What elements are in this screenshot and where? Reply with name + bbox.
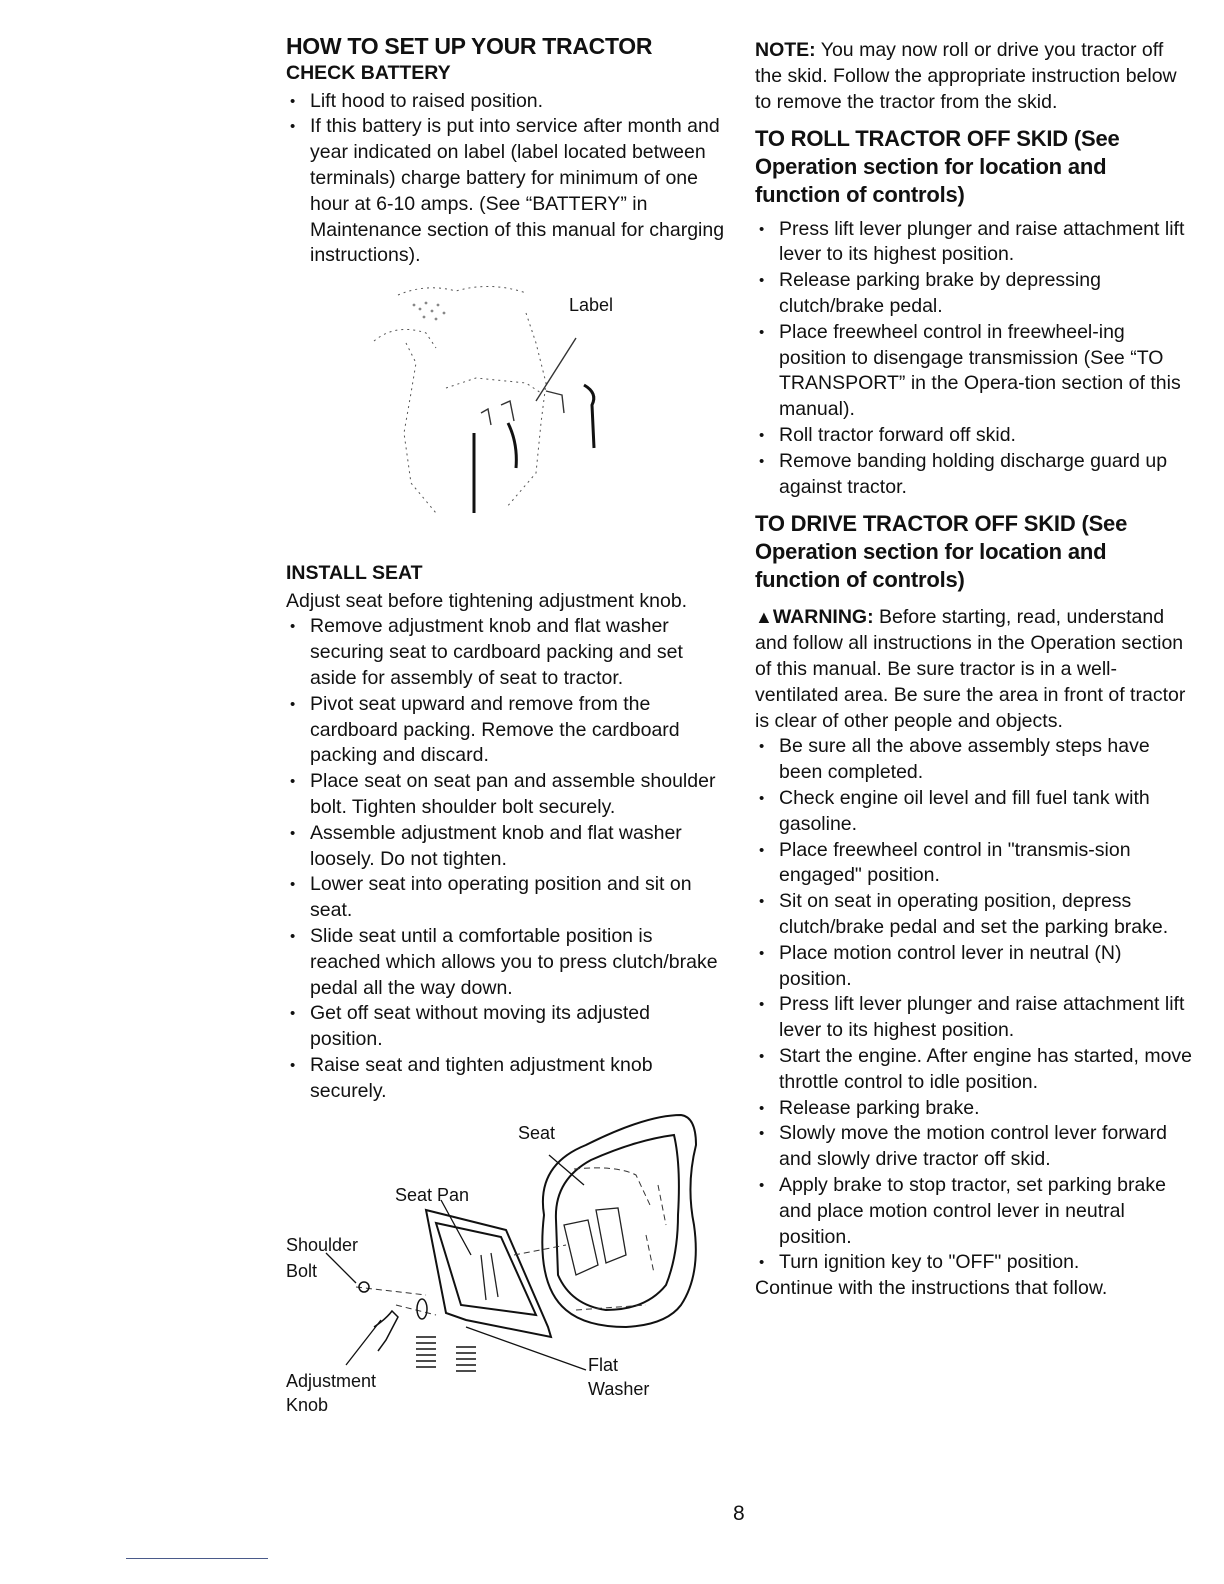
list-item: • Lift hood to raised position. [286, 89, 726, 115]
warning-icon: ▲ [755, 607, 773, 628]
seat-steps [286, 614, 726, 1104]
list-item: • Press lift lever plunger and raise attachment lift lever to its highest position. [755, 992, 1195, 1044]
footer-divider [126, 1558, 268, 1559]
list-item: • Check engine oil level and fill fuel tank with gasoline. [755, 786, 1195, 838]
battery-steps [286, 89, 726, 270]
list-item: • Get off seat without moving its adjusted position. [286, 1001, 726, 1053]
bolt-callout: Bolt [286, 1260, 318, 1281]
list-item: • Place freewheel control in "transmis-sion engaged" position. [755, 838, 1195, 890]
install-seat-intro: Adjust seat before tightening adjustment knob. [286, 589, 688, 612]
drive-tractor-heading: TO DRIVE TRACTOR OFF SKID (See Operation section for location and function of controls) [755, 511, 1128, 592]
roll-steps [755, 217, 1195, 501]
warning-text: Before starting, read, understand and follow all instructions in the Operation section of this manual. Be sure tractor is in a well-ventilated area. Be sure the area in front of tractor is clear of other people and objects. [755, 606, 1186, 732]
list-item: • Place motion control lever in neutral (N) position. [755, 941, 1195, 993]
washer-callout: Washer [588, 1378, 650, 1399]
shoulder-callout: Shoulder [286, 1234, 359, 1255]
install-seat-heading: INSTALL SEAT [286, 562, 423, 585]
list-item: • Release parking brake. [755, 1096, 1195, 1122]
list-item: • Assemble adjustment knob and flat washer loosely. Do not tighten. [286, 821, 726, 873]
list-item: • Slide seat until a comfortable position is reached which allows you to press clutch/brake pedal all the way down. [286, 924, 726, 1001]
seat-pan-callout: Seat Pan [395, 1184, 470, 1205]
adjustment-callout: Adjustment [286, 1370, 377, 1391]
list-item: • Press lift lever plunger and raise attachment lift lever to its highest position. [755, 217, 1195, 269]
note-label: NOTE: [755, 39, 816, 61]
battery-illustration [286, 273, 726, 553]
list-item: • Slowly move the motion control lever forward and slowly drive tractor off skid. [755, 1121, 1195, 1173]
flat-callout: Flat [588, 1354, 619, 1375]
list-item: • Place freewheel control in freewheel-ing position to disengage transmission (See “TO TRANSPORT” in the Opera-tion section of this manual). [755, 320, 1195, 423]
list-item: • Be sure all the above assembly steps have been completed. [755, 734, 1195, 786]
page-title: HOW TO SET UP YOUR TRACTOR [286, 33, 653, 59]
check-battery-heading: CHECK BATTERY [286, 62, 451, 85]
closing-text: Continue with the instructions that follow. [755, 1277, 1108, 1300]
list-item: • Sit on seat in operating position, depress clutch/brake pedal and set the parking brake. [755, 889, 1195, 941]
drive-steps [755, 734, 1195, 1276]
label-callout: Label [569, 295, 614, 316]
list-item: • Start the engine. After engine has started, move throttle control to idle position. [755, 1044, 1195, 1096]
seat-figure [286, 1105, 726, 1415]
list-item: • Lower seat into operating position and sit on seat. [286, 872, 726, 924]
left-column [286, 30, 726, 1415]
list-item: • Release parking brake by depressing clutch/brake pedal. [755, 268, 1195, 320]
list-item: • Place seat on seat pan and assemble shoulder bolt. Tighten shoulder bolt securely. [286, 769, 726, 821]
note-paragraph [755, 38, 1195, 115]
roll-tractor-heading: TO ROLL TRACTOR OFF SKID (See Operation section for location and function of controls) [755, 126, 1120, 207]
list-item: • Turn ignition key to "OFF" position. [755, 1250, 1195, 1276]
list-item: • Remove adjustment knob and flat washer securing seat to cardboard packing and set aside for assembly of seat to tractor. [286, 614, 726, 691]
list-item: • Roll tractor forward off skid. [755, 423, 1195, 449]
right-column [755, 30, 1195, 1302]
seat-callout: Seat [518, 1122, 556, 1143]
list-item: • Raise seat and tighten adjustment knob securely. [286, 1053, 726, 1105]
warning-label: WARNING: [772, 606, 874, 629]
battery-figure [286, 273, 726, 553]
warning-paragraph [755, 605, 1195, 734]
list-item: • If this battery is put into service after month and year indicated on label (label located between terminals) charge battery for minimum of one hour at 6-10 amps. (See “BATTERY” in Maintenance section of this manual for charging instructions). [286, 114, 726, 269]
page-number: 8 [733, 1502, 745, 1525]
note-text: You may now roll or drive you tractor off the skid. Follow the appropriate instruction below to remove the tractor from the skid. [755, 39, 1177, 113]
knob-callout: Knob [286, 1394, 329, 1415]
list-item: • Pivot seat upward and remove from the cardboard packing. Remove the cardboard packing and discard. [286, 692, 726, 769]
list-item: • Remove banding holding discharge guard up against tractor. [755, 449, 1195, 501]
list-item: • Apply brake to stop tractor, set parking brake and place motion control lever in neutral position. [755, 1173, 1195, 1250]
